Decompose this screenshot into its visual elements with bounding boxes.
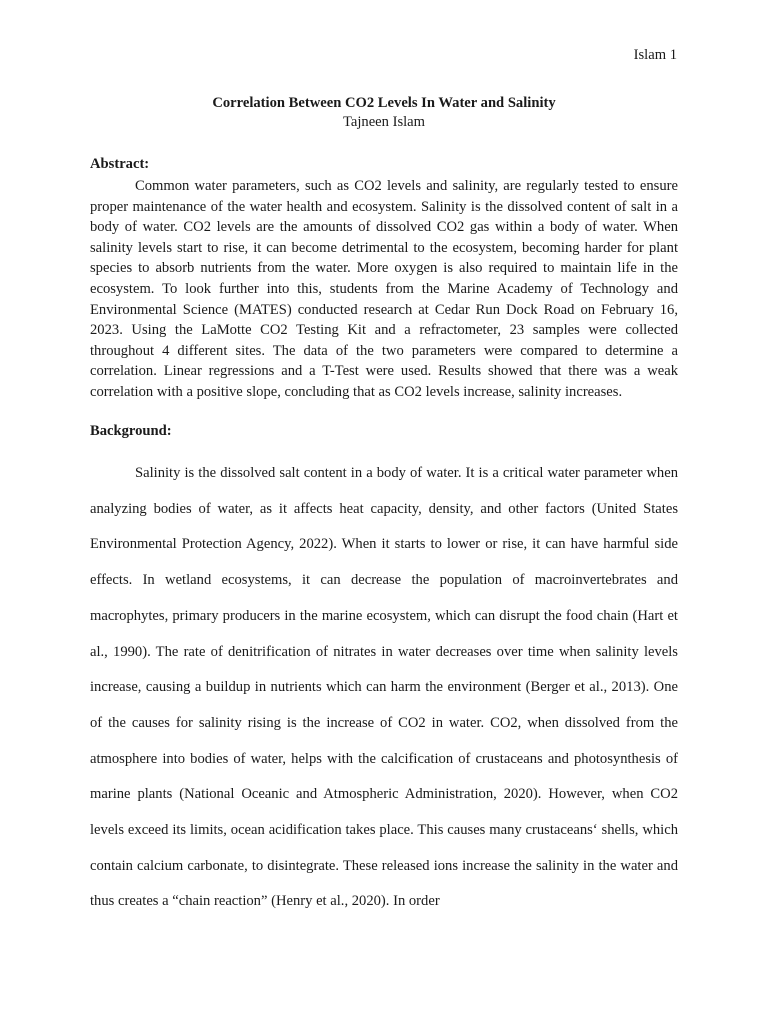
abstract-paragraph: Common water parameters, such as CO2 levels and salinity, are regularly tested to ensure proper maintenance of the water health and ecosystem. Salinity is the dissolved content of salt in a body of water. CO2 levels are the amounts of dissolved CO2 gas within a body of water. When salinity levels start to rise, it can become detrimental to the ecosystem, becoming harder for plant species to absorb nutrients from the water. More oxygen is also required to maintain life in the ecosystem. To look further into this, students from the Marine Academy of Technology and Environmental Science (MATES) conducted research at Cedar Run Dock Road on February 16, 2023. Using the LaMotte CO2 Testing Kit and a refractometer, 23 samples were collected throughout 4 different sites. The data of the two parameters were compared to determine a correlation. Linear regressions and a T-Test were used. Results showed that there was a weak correlation with a positive slope, concluding that as CO2 levels increase, salinity increases. [90,178,678,400]
background-heading: Background: [90,423,172,439]
paper-title: Correlation Between CO2 Levels In Water and Salinity [212,95,556,111]
author-name: Tajneen Islam [342,114,426,130]
background-paragraph: Salinity is the dissolved salt content in a body of water. It is a critical water parameter when analyzing bodies of water, as it affects heat capacity, density, and other factors (United States Environmental Protection Agency, 2022). When it starts to lower or rise, it can have harmful side effects. In wetland ecosystems, it can decrease the population of macroinvertebrates and macrophytes, primary producers in the marine ecosystem, which can disrupt the food chain (Hart et al., 1990). The rate of denitrification of nitrates in water decreases over time when salinity levels increase, causing a buildup in nutrients which can harm the environment (Berger et al., 2013). One of the causes for salinity rising is the increase of CO2 in water. CO2, when dissolved from the atmosphere into bodies of water, helps with the calcification of crustaceans and photosynthesis of marine plants (National Oceanic and Atmospheric Administration, 2020). However, when CO2 levels exceed its limits, ocean acidification takes place. This causes many crustaceans‘ shells, which contain calcium carbonate, to disintegrate. These released ions increase the salinity in the water and thus creates a “chain reaction” (Henry et al., 2020). In order [90,465,678,910]
running-head: Islam 1 [633,47,677,63]
title-block [90,94,678,132]
abstract-heading: Abstract: [90,156,150,172]
